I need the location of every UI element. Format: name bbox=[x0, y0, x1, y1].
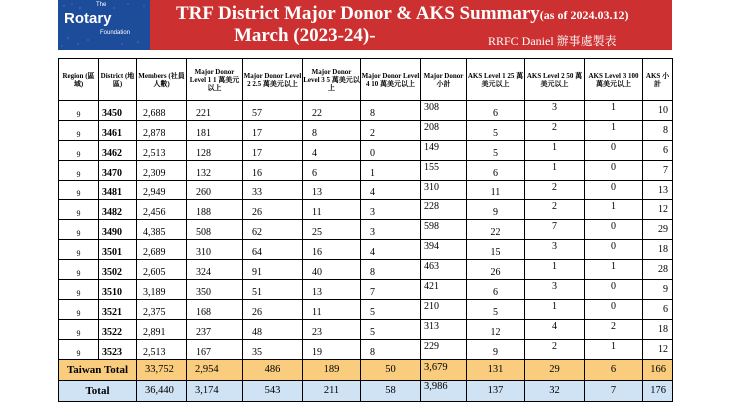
cell-md3: 22 bbox=[303, 101, 361, 121]
cell-md1: 260 bbox=[187, 180, 243, 200]
col-header-aks-subtotal: AKS 小計 bbox=[643, 59, 673, 101]
cell-region: 9 bbox=[59, 319, 99, 339]
grand-total-md-subtotal: 3,986 bbox=[421, 380, 467, 401]
cell-md2: 16 bbox=[243, 160, 303, 180]
cell-aks2: 1 bbox=[525, 299, 585, 319]
cell-district: 3522 bbox=[99, 319, 137, 339]
cell-aks3: 0 bbox=[585, 160, 643, 180]
cell-members: 2,513 bbox=[137, 339, 187, 359]
cell-region: 9 bbox=[59, 140, 99, 160]
cell-aks-subtotal: 7 bbox=[643, 160, 673, 180]
cell-aks1: 6 bbox=[467, 101, 525, 121]
grand-total-members: 36,440 bbox=[137, 380, 187, 401]
grand-total-label: Total bbox=[59, 380, 137, 401]
cell-md-subtotal: 421 bbox=[421, 280, 467, 300]
table-row bbox=[59, 280, 673, 300]
cell-aks2: 1 bbox=[525, 260, 585, 280]
cell-md2: 91 bbox=[243, 260, 303, 280]
grand-total-md4: 58 bbox=[361, 380, 421, 401]
cell-aks-subtotal: 6 bbox=[643, 140, 673, 160]
cell-md1: 188 bbox=[187, 200, 243, 220]
cell-region: 9 bbox=[59, 160, 99, 180]
cell-md2: 57 bbox=[243, 101, 303, 121]
cell-md2: 62 bbox=[243, 220, 303, 240]
col-header-md4: Major Donor Level 4 10 萬美元以上 bbox=[361, 59, 421, 101]
table-row bbox=[59, 101, 673, 121]
cell-aks2: 3 bbox=[525, 280, 585, 300]
cell-aks1: 6 bbox=[467, 160, 525, 180]
cell-members: 2,375 bbox=[137, 299, 187, 319]
cell-md4: 2 bbox=[361, 120, 421, 140]
taiwan-total-aks-subtotal: 166 bbox=[643, 359, 673, 380]
taiwan-total-aks1: 131 bbox=[467, 359, 525, 380]
col-header-md3: Major Donor Level 3 5 萬美元以上 bbox=[303, 59, 361, 101]
cell-aks2: 3 bbox=[525, 101, 585, 121]
cell-md4: 0 bbox=[361, 140, 421, 160]
cell-md3: 13 bbox=[303, 280, 361, 300]
cell-md-subtotal: 210 bbox=[421, 299, 467, 319]
cell-members: 2,688 bbox=[137, 101, 187, 121]
table-row bbox=[59, 120, 673, 140]
table-body bbox=[59, 101, 673, 402]
grand-total-aks1: 137 bbox=[467, 380, 525, 401]
table-row bbox=[59, 140, 673, 160]
cell-region: 9 bbox=[59, 200, 99, 220]
cell-md-subtotal: 313 bbox=[421, 319, 467, 339]
cell-md2: 17 bbox=[243, 120, 303, 140]
cell-md4: 5 bbox=[361, 319, 421, 339]
cell-aks1: 6 bbox=[467, 280, 525, 300]
cell-md2: 48 bbox=[243, 319, 303, 339]
cell-md4: 4 bbox=[361, 180, 421, 200]
col-header-md-subtotal: Major Donor 小計 bbox=[421, 59, 467, 101]
logo-rotary-text: Rotary bbox=[64, 10, 112, 27]
as-of-date: (as of 2024.03.12) bbox=[539, 8, 629, 22]
cell-md1: 324 bbox=[187, 260, 243, 280]
cell-md-subtotal: 228 bbox=[421, 200, 467, 220]
taiwan-total-row bbox=[59, 359, 673, 380]
cell-members: 2,513 bbox=[137, 140, 187, 160]
cell-md3: 4 bbox=[303, 140, 361, 160]
table-row bbox=[59, 220, 673, 240]
cell-md1: 508 bbox=[187, 220, 243, 240]
cell-aks3: 0 bbox=[585, 140, 643, 160]
logo-foundation-text: Foundation bbox=[100, 30, 131, 36]
table-row bbox=[59, 180, 673, 200]
cell-district: 3510 bbox=[99, 280, 137, 300]
grand-total-aks2: 32 bbox=[525, 380, 585, 401]
title-banner bbox=[150, 0, 672, 50]
cell-aks-subtotal: 10 bbox=[643, 101, 673, 121]
cell-md2: 51 bbox=[243, 280, 303, 300]
cell-md3: 19 bbox=[303, 339, 361, 359]
cell-region: 9 bbox=[59, 240, 99, 260]
table-row bbox=[59, 299, 673, 319]
cell-md3: 6 bbox=[303, 160, 361, 180]
cell-members: 4,385 bbox=[137, 220, 187, 240]
cell-md2: 33 bbox=[243, 180, 303, 200]
cell-md3: 11 bbox=[303, 299, 361, 319]
cell-district: 3502 bbox=[99, 260, 137, 280]
taiwan-total-label: Taiwan Total bbox=[59, 359, 137, 380]
cell-md4: 8 bbox=[361, 260, 421, 280]
cell-aks-subtotal: 8 bbox=[643, 120, 673, 140]
cell-aks3: 1 bbox=[585, 120, 643, 140]
cell-md1: 310 bbox=[187, 240, 243, 260]
table-row bbox=[59, 339, 673, 359]
cell-members: 2,456 bbox=[137, 200, 187, 220]
cell-md-subtotal: 463 bbox=[421, 260, 467, 280]
cell-aks1: 12 bbox=[467, 319, 525, 339]
cell-md2: 26 bbox=[243, 200, 303, 220]
report-author: RRFC Daniel 辦事處製表 bbox=[488, 34, 617, 48]
cell-aks1: 9 bbox=[467, 200, 525, 220]
cell-aks1: 9 bbox=[467, 339, 525, 359]
taiwan-total-members: 33,752 bbox=[137, 359, 187, 380]
cell-district: 3490 bbox=[99, 220, 137, 240]
cell-md4: 8 bbox=[361, 339, 421, 359]
title-text: TRF District Major Donor & AKS Summary bbox=[176, 3, 540, 24]
cell-md4: 7 bbox=[361, 280, 421, 300]
cell-md4: 3 bbox=[361, 220, 421, 240]
cell-md3: 40 bbox=[303, 260, 361, 280]
page-title bbox=[176, 3, 628, 25]
cell-md-subtotal: 308 bbox=[421, 101, 467, 121]
cell-aks1: 5 bbox=[467, 120, 525, 140]
cell-md-subtotal: 310 bbox=[421, 180, 467, 200]
cell-district: 3462 bbox=[99, 140, 137, 160]
cell-aks2: 1 bbox=[525, 140, 585, 160]
cell-aks3: 2 bbox=[585, 319, 643, 339]
cell-district: 3470 bbox=[99, 160, 137, 180]
taiwan-total-aks2: 29 bbox=[525, 359, 585, 380]
cell-region: 9 bbox=[59, 280, 99, 300]
col-header-aks3: AKS Level 3 100 萬美元以上 bbox=[585, 59, 643, 101]
cell-aks-subtotal: 18 bbox=[643, 319, 673, 339]
cell-aks3: 0 bbox=[585, 180, 643, 200]
cell-aks2: 2 bbox=[525, 120, 585, 140]
grand-total-md1: 3,174 bbox=[187, 380, 243, 401]
cell-md4: 5 bbox=[361, 299, 421, 319]
cell-md3: 11 bbox=[303, 200, 361, 220]
cell-aks-subtotal: 29 bbox=[643, 220, 673, 240]
taiwan-total-aks3: 6 bbox=[585, 359, 643, 380]
cell-aks2: 2 bbox=[525, 180, 585, 200]
grand-total-aks3: 7 bbox=[585, 380, 643, 401]
cell-aks3: 1 bbox=[585, 200, 643, 220]
col-header-district: District (地區) bbox=[99, 59, 137, 101]
cell-aks-subtotal: 18 bbox=[643, 240, 673, 260]
cell-region: 9 bbox=[59, 180, 99, 200]
cell-aks1: 22 bbox=[467, 220, 525, 240]
rotary-foundation-logo bbox=[58, 0, 150, 50]
table-row bbox=[59, 160, 673, 180]
cell-md3: 16 bbox=[303, 240, 361, 260]
cell-md-subtotal: 149 bbox=[421, 140, 467, 160]
cell-md2: 64 bbox=[243, 240, 303, 260]
cell-aks-subtotal: 28 bbox=[643, 260, 673, 280]
cell-members: 2,949 bbox=[137, 180, 187, 200]
col-header-region: Region (區域) bbox=[59, 59, 99, 101]
cell-md4: 3 bbox=[361, 200, 421, 220]
cell-aks-subtotal: 9 bbox=[643, 280, 673, 300]
cell-members: 2,878 bbox=[137, 120, 187, 140]
cell-region: 9 bbox=[59, 260, 99, 280]
cell-md-subtotal: 155 bbox=[421, 160, 467, 180]
grand-total-md2: 543 bbox=[243, 380, 303, 401]
cell-region: 9 bbox=[59, 339, 99, 359]
cell-aks2: 3 bbox=[525, 240, 585, 260]
cell-district: 3461 bbox=[99, 120, 137, 140]
cell-aks3: 0 bbox=[585, 299, 643, 319]
grand-total-row bbox=[59, 380, 673, 401]
cell-md-subtotal: 208 bbox=[421, 120, 467, 140]
cell-members: 2,891 bbox=[137, 319, 187, 339]
cell-aks1: 5 bbox=[467, 140, 525, 160]
cell-md-subtotal: 394 bbox=[421, 240, 467, 260]
cell-aks1: 26 bbox=[467, 260, 525, 280]
cell-aks1: 5 bbox=[467, 299, 525, 319]
cell-aks-subtotal: 13 bbox=[643, 180, 673, 200]
cell-md3: 8 bbox=[303, 120, 361, 140]
cell-district: 3521 bbox=[99, 299, 137, 319]
cell-members: 2,605 bbox=[137, 260, 187, 280]
cell-district: 3481 bbox=[99, 180, 137, 200]
cell-md3: 23 bbox=[303, 319, 361, 339]
cell-region: 9 bbox=[59, 220, 99, 240]
cell-md-subtotal: 598 bbox=[421, 220, 467, 240]
taiwan-total-md2: 486 bbox=[243, 359, 303, 380]
cell-md2: 35 bbox=[243, 339, 303, 359]
cell-members: 2,689 bbox=[137, 240, 187, 260]
col-header-md1: Major Donor Level 1 1 萬美元以上 bbox=[187, 59, 243, 101]
cell-region: 9 bbox=[59, 299, 99, 319]
cell-md1: 167 bbox=[187, 339, 243, 359]
cell-aks2: 1 bbox=[525, 160, 585, 180]
table-row bbox=[59, 200, 673, 220]
cell-aks-subtotal: 12 bbox=[643, 200, 673, 220]
cell-aks3: 0 bbox=[585, 240, 643, 260]
table-header-row bbox=[59, 59, 673, 101]
cell-md1: 132 bbox=[187, 160, 243, 180]
taiwan-total-md4: 50 bbox=[361, 359, 421, 380]
cell-md3: 13 bbox=[303, 180, 361, 200]
cell-region: 9 bbox=[59, 120, 99, 140]
logo-the-text: The bbox=[96, 2, 107, 8]
taiwan-total-md-subtotal: 3,679 bbox=[421, 359, 467, 380]
cell-aks2: 2 bbox=[525, 200, 585, 220]
cell-district: 3501 bbox=[99, 240, 137, 260]
table-row bbox=[59, 260, 673, 280]
table-row bbox=[59, 319, 673, 339]
cell-md1: 128 bbox=[187, 140, 243, 160]
cell-aks3: 0 bbox=[585, 280, 643, 300]
cell-md2: 17 bbox=[243, 140, 303, 160]
cell-district: 3450 bbox=[99, 101, 137, 121]
cell-md1: 237 bbox=[187, 319, 243, 339]
taiwan-total-md3: 189 bbox=[303, 359, 361, 380]
report-period: March (2023-24)- bbox=[234, 25, 376, 46]
cell-aks-subtotal: 12 bbox=[643, 339, 673, 359]
cell-members: 3,189 bbox=[137, 280, 187, 300]
cell-md1: 168 bbox=[187, 299, 243, 319]
donor-summary-table bbox=[58, 58, 673, 402]
cell-md1: 221 bbox=[187, 101, 243, 121]
cell-md-subtotal: 229 bbox=[421, 339, 467, 359]
cell-md1: 181 bbox=[187, 120, 243, 140]
cell-aks3: 1 bbox=[585, 260, 643, 280]
cell-md1: 350 bbox=[187, 280, 243, 300]
col-header-members: Members (社員人數) bbox=[137, 59, 187, 101]
cell-aks-subtotal: 6 bbox=[643, 299, 673, 319]
col-header-md2: Major Donor Level 2 2.5 萬美元以上 bbox=[243, 59, 303, 101]
cell-aks1: 15 bbox=[467, 240, 525, 260]
cell-md4: 8 bbox=[361, 101, 421, 121]
cell-aks2: 2 bbox=[525, 339, 585, 359]
cell-md3: 25 bbox=[303, 220, 361, 240]
table-row bbox=[59, 240, 673, 260]
cell-aks1: 11 bbox=[467, 180, 525, 200]
cell-aks3: 1 bbox=[585, 101, 643, 121]
cell-aks3: 0 bbox=[585, 220, 643, 240]
col-header-aks2: AKS Level 2 50 萬美元以上 bbox=[525, 59, 585, 101]
cell-aks2: 4 bbox=[525, 319, 585, 339]
col-header-aks1: AKS Level 1 25 萬美元以上 bbox=[467, 59, 525, 101]
cell-aks3: 1 bbox=[585, 339, 643, 359]
cell-district: 3482 bbox=[99, 200, 137, 220]
cell-aks2: 7 bbox=[525, 220, 585, 240]
cell-members: 2,309 bbox=[137, 160, 187, 180]
cell-district: 3523 bbox=[99, 339, 137, 359]
taiwan-total-md1: 2,954 bbox=[187, 359, 243, 380]
cell-region: 9 bbox=[59, 101, 99, 121]
cell-md4: 4 bbox=[361, 240, 421, 260]
cell-md4: 1 bbox=[361, 160, 421, 180]
grand-total-aks-subtotal: 176 bbox=[643, 380, 673, 401]
grand-total-md3: 211 bbox=[303, 380, 361, 401]
cell-md2: 26 bbox=[243, 299, 303, 319]
